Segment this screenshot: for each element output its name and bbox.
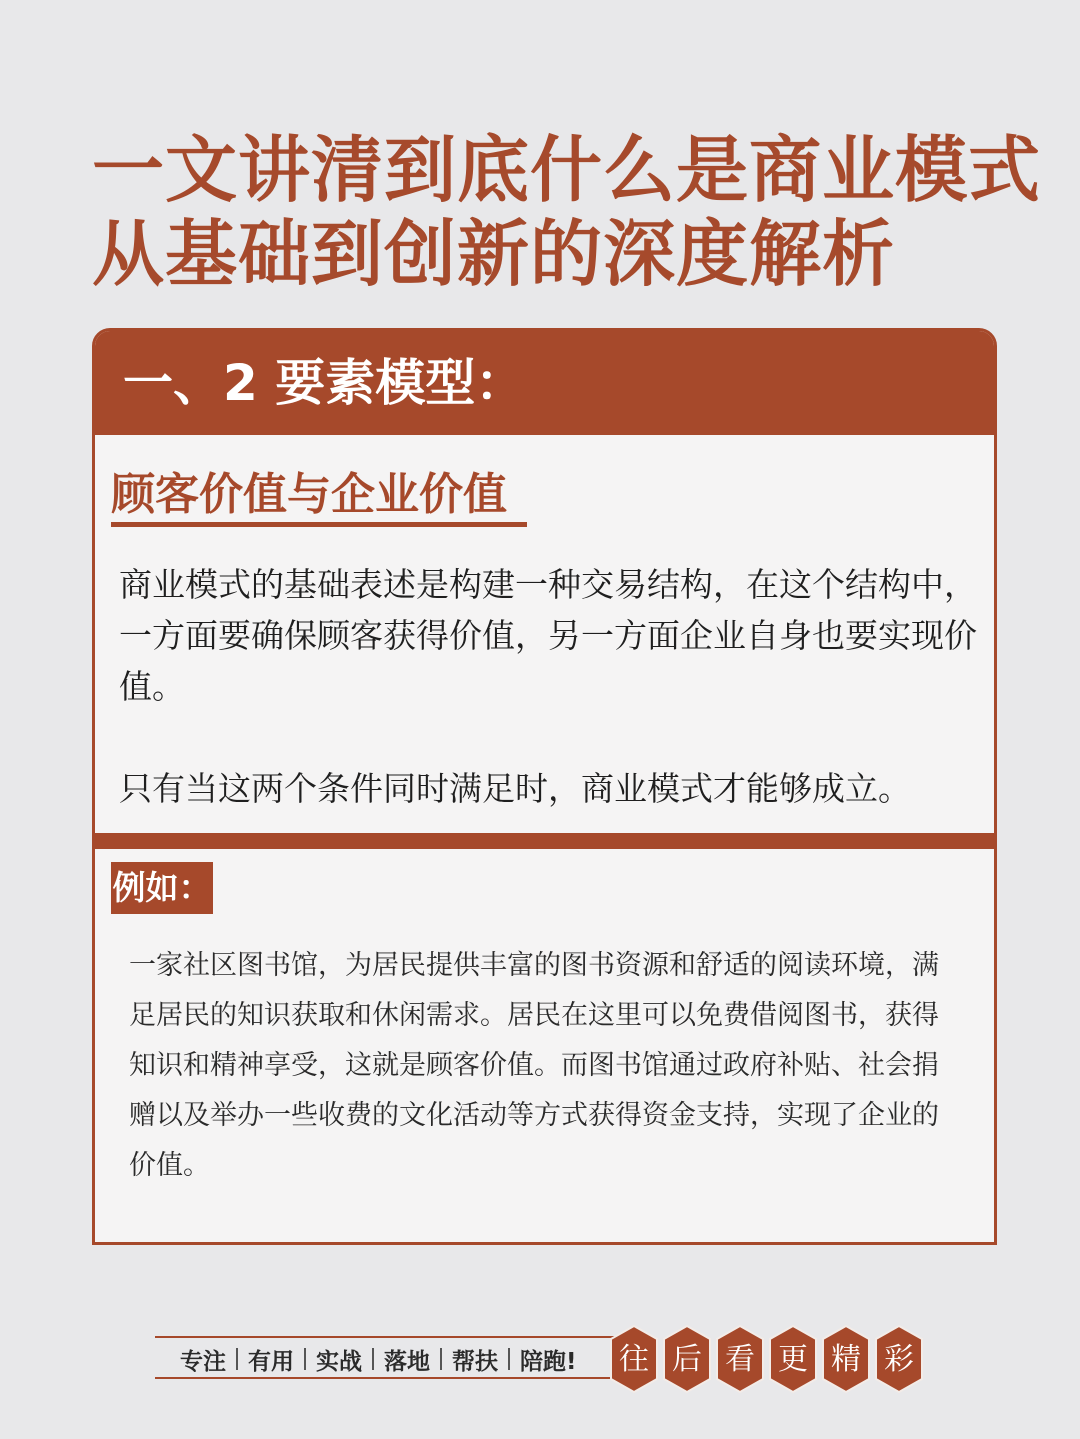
hex-cell xyxy=(717,1326,763,1392)
hex-cell xyxy=(611,1326,657,1392)
slogan-separator xyxy=(236,1348,238,1370)
footer-line-bottom xyxy=(155,1377,625,1379)
slogan-word: 陪跑! xyxy=(520,1348,577,1375)
hex-cell xyxy=(770,1326,816,1392)
hex-cell xyxy=(664,1326,710,1392)
hex-char: 看 xyxy=(725,1342,755,1377)
section-divider xyxy=(95,833,994,849)
slogan-word: 专注 xyxy=(180,1348,226,1375)
page-title-line-2: 从基础到创新的深度解析 xyxy=(92,212,896,296)
hex-char: 彩 xyxy=(884,1342,914,1377)
page-title xyxy=(92,128,1042,296)
slogan-word: 落地 xyxy=(384,1348,430,1375)
slogan-word: 帮扶 xyxy=(452,1348,498,1375)
hex-char: 往 xyxy=(619,1342,649,1377)
footer-line-top xyxy=(155,1336,625,1338)
slogan-separator xyxy=(440,1348,442,1370)
paragraph-2: 只有当这两个条件同时满足时，商业模式才能够成立。 xyxy=(119,769,911,808)
section-header: 一、2 要素模型： xyxy=(95,331,994,435)
section-subtitle: 顾客价值与企业价值 xyxy=(111,469,507,520)
slogan-separator xyxy=(372,1348,374,1370)
example-label: 例如： xyxy=(111,862,213,914)
slogan-word: 实战 xyxy=(316,1348,362,1375)
hex-char: 更 xyxy=(778,1342,808,1377)
hex-cell xyxy=(876,1326,922,1392)
hex-char: 精 xyxy=(831,1342,861,1377)
example-text: 一家社区图书馆，为居民提供丰富的图书资源和舒适的阅读环境，满足居民的知识获取和休闲需求。居民在这里可以免费借阅图书，获得知识和精神享受，这就是顾客价值。而图书馆通过政府补贴、社会捐赠以及举办一些收费的文化活动等方式获得资金支持，实现了企业的价值。 xyxy=(129,950,939,1181)
page-title-line-1: 一文讲清到底什么是商业模式 xyxy=(92,128,1042,212)
slogan-separator xyxy=(304,1348,306,1370)
slogan-separator xyxy=(508,1348,510,1370)
content-card xyxy=(92,328,997,1245)
subtitle-underline xyxy=(111,522,527,527)
slogan-word: 有用 xyxy=(248,1348,294,1375)
footer-slogan xyxy=(180,1342,577,1376)
hexagon-banner xyxy=(605,1322,930,1396)
paragraph-1: 商业模式的基础表述是构建一种交易结构，在这个结构中，一方面要确保顾客获得价值，另一方面企业自身也要实现价值。 xyxy=(119,565,977,706)
hex-cell xyxy=(823,1326,869,1392)
hex-char: 后 xyxy=(672,1342,702,1377)
